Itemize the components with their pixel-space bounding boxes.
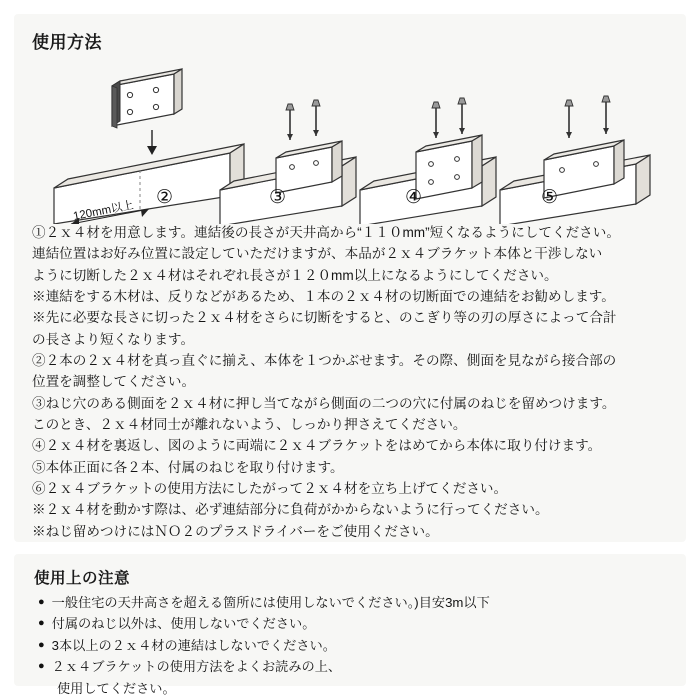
diagram-scene-1 [54,69,244,224]
diagram-marker-4: ④ [405,187,423,208]
usage-step-line: の長さより短くなります。 [32,331,195,347]
usage-step-line: このとき、２ｘ４材同士が離れないよう、しっかり押さえてください。 [32,416,467,432]
usage-step-line: ④２ｘ４材を裏返し、図のように両端に２ｘ４ブラケットをはめてから本体に取り付けます。 [32,438,602,454]
caution-item [38,635,668,656]
usage-step-line: ※連結をする木材は、反りなどがあるため、１本の２ｘ４材の切断面での連結をお勧めします。 [32,288,615,304]
caution-text: ２ｘ４ブラケットの使用方法をよくお読みの上、 [51,659,342,675]
usage-step-line: 位置を調整してください。 [32,374,196,390]
usage-step-line: ※先に必要な長さに切った２ｘ４材をさらに切断をすると、のこぎり等の刃の厚さによって合計 [32,310,617,326]
panel-title: 使用方法 [32,33,102,52]
usage-step-line: ように切断した２ｘ４材はそれぞれ長さが１２０mm以上になるようにしてください。 [32,267,558,283]
usage-diagram [24,48,679,224]
screw-icon [286,104,294,140]
bullet-icon: ● [38,617,45,630]
screw-icon [432,102,440,138]
bullet-icon: ● [38,638,45,651]
cautions-panel [14,554,686,696]
assembly-arrow-icon [147,130,157,155]
usage-step-line: ⑥２ｘ４ブラケットの使用方法にしたがって２ｘ４材を立ち上げてください。 [32,480,508,496]
caution-text: 3本以上の２ｘ４材の連結はしないでください。 [51,637,336,653]
usage-step-line: ②２本の２ｘ４材を真っ直ぐに揃え、本体を１つかぶせます。その際、側面を見ながら接合部の [32,352,617,368]
caution-item [38,613,668,634]
dimension-label: 120mm以上 [72,199,135,223]
caution-item [38,592,668,613]
usage-step-line: ③ねじ穴のある側面を２ｘ４材に押し当てながら側面の二つの穴に付属のねじを留めつけます。 [32,395,616,411]
bullet-icon: ● [38,596,45,608]
usage-step-line: ⑤本体正面に各２本、付属のねじを取り付けます。 [32,459,344,475]
usage-step-line: 連結位置はお好み位置に設定していただけますが、本品が２ｘ４ブラケット本体と干渉しない [32,246,603,262]
screw-icon [565,100,573,138]
usage-step-line: ※２ｘ４材を動かす際は、必ず連結部分に負荷がかからないように行ってください。 [32,502,549,518]
diagram-scene-4 [500,96,650,224]
screw-icon [602,96,610,134]
diagram-marker-3: ③ [269,187,287,208]
usage-step-line: ※ねじ留めつけにはＮＯ２のプラスドライバーをご使用ください。 [32,523,439,539]
screw-icon [458,98,466,134]
bullet-icon: ● [38,660,45,673]
usage-steps [32,222,672,542]
diagram-marker-5: ⑤ [541,187,559,208]
caution-text: 一般住宅の天井高さを超える箇所には使用しないでください。)目安3m以下 [51,595,490,610]
caution-text: 付属のねじ以外は、使用しないでください。 [51,616,316,632]
diagram-marker-2: ② [156,187,174,208]
usage-step-line: ①２ｘ４材を用意します。連結後の長さが天井高から“１１０mm”短くなるようにしてください。 [32,225,620,240]
diagram-scene-3 [360,98,496,224]
caution-text-continued: 使用してください。 [57,680,176,696]
cautions-list [38,592,668,699]
screw-icon [312,100,320,136]
usage-panel [14,14,686,542]
cautions-title: 使用上の注意 [34,570,131,587]
caution-item [38,656,668,677]
